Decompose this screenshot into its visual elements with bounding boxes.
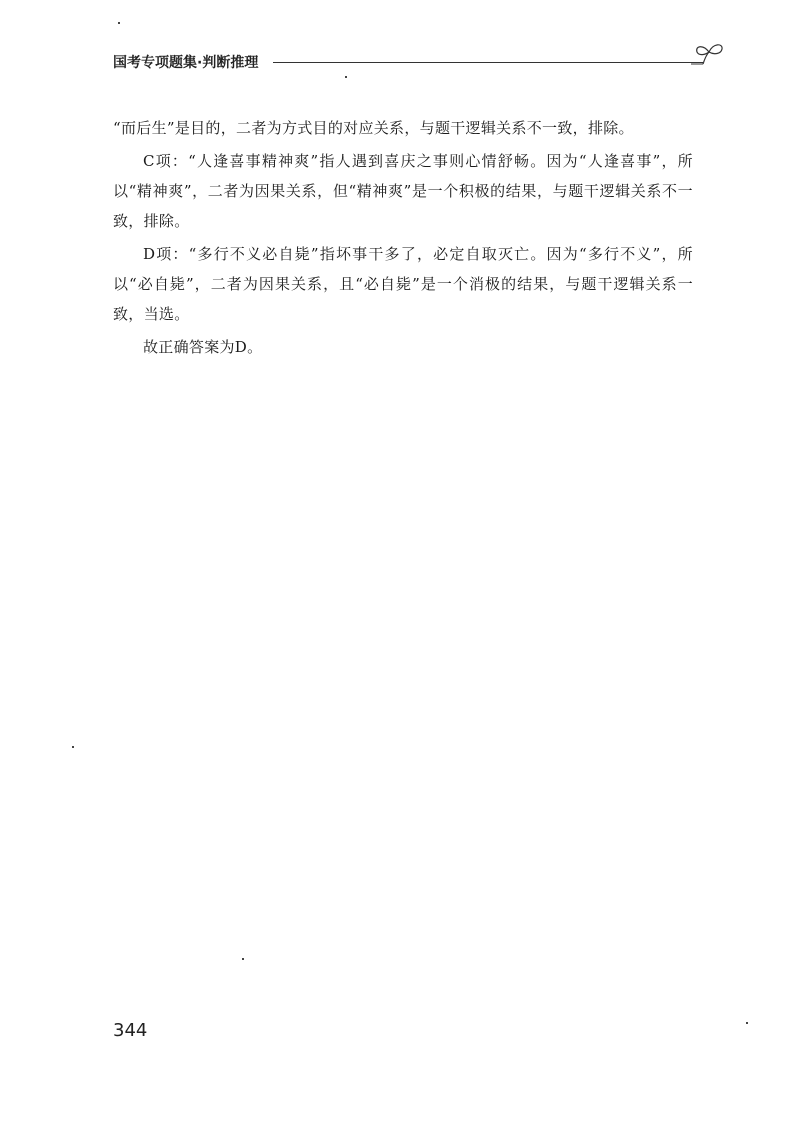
scan-speck: [746, 1022, 748, 1024]
scan-speck: [242, 958, 244, 960]
scan-speck: [72, 746, 74, 748]
page-number: 344: [113, 1020, 148, 1041]
scan-speck: [345, 76, 347, 78]
paragraph-option-c: C项：“人逢喜事精神爽”指人遇到喜庆之事则心情舒畅。因为“人逢喜事”，所以“精神爽”，二者为因果关系，但“精神爽”是一个积极的结果，与题干逻辑关系不一致，排除。: [113, 152, 693, 230]
paragraph-continuation: “而后生”是目的，二者为方式目的对应关系，与题干逻辑关系不一致，排除。: [113, 119, 634, 137]
sprout-icon: [691, 40, 727, 68]
paragraph-answer: 故正确答案为D。: [143, 338, 263, 356]
body-text: [113, 113, 693, 365]
scan-speck: [118, 22, 120, 24]
paragraph-option-d: D项：“多行不义必自毙”指坏事干多了，必定自取灭亡。因为“多行不义”，所以“必自毙”，二者为因果关系，且“必自毙”是一个消极的结果，与题干逻辑关系一致，当选。: [113, 245, 693, 323]
header-title: 国考专项题集·判断推理: [113, 55, 259, 71]
header-rule: [273, 62, 703, 63]
page-header: [113, 50, 713, 72]
